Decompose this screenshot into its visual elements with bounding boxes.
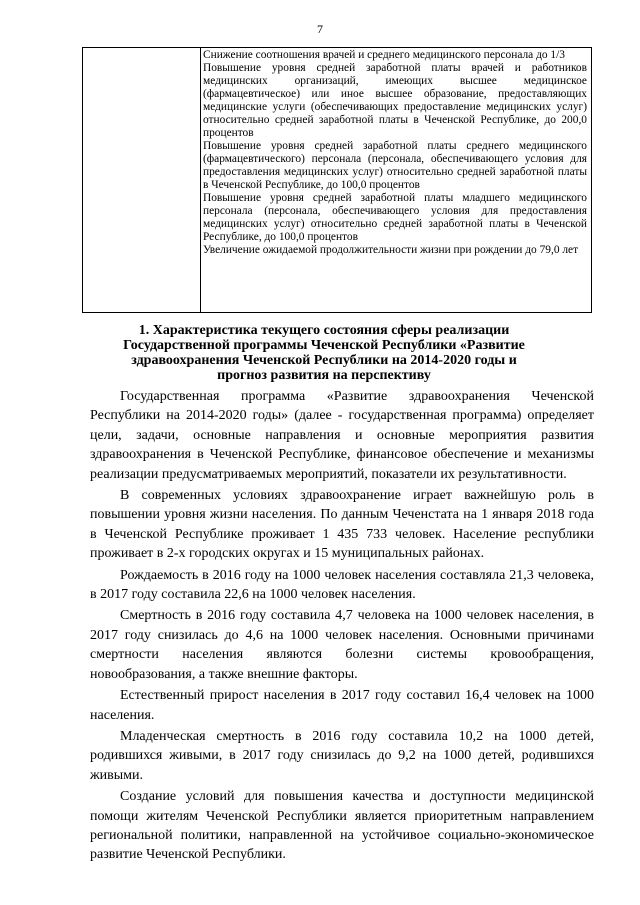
indicator-item: Повышение уровня средней заработной платы младшего медицинского персонала (персонала, обеспечивающего условия для предоставления медицинских услуг) относительно средней заработной платы в Чеченской Республике, до 100,0 процентов xyxy=(203,192,587,243)
body-paragraph: Создание условий для повышения качества и доступности медицинской помощи жителям Чеченской Республики является приоритетным направлением региональной политики, направленной на устойчивое социально-экономическое развитие Чеченской Республики. xyxy=(90,789,594,863)
indicator-item: Увеличение ожидаемой продолжительности жизни при рождении до 79,0 лет xyxy=(203,244,579,256)
body-paragraph: Смертность в 2016 году составила 4,7 человека на 1000 человек населения, в 2017 году снизилась до 4,6 на 1000 человек населения. Основными причинами смертности населения являются болезни системы кровообращения, новообразования, а также внешние факторы. xyxy=(90,608,594,682)
section-heading: 1. Характеристика текущего состояния сферы реализации Государственной программы Чеченской Республики «Развитие здравоохранения Чеченской Республики на 2014-2020 годы и прогноз развития на перспективу xyxy=(123,323,525,383)
indicator-item: Повышение уровня средней заработной платы среднего медицинского (фармацевтического) персонала (персонала, обеспечивающего условия для предоставления медицинских услуг) относительно средней заработной платы в Чеченской Республике, до 100,0 процентов xyxy=(203,140,587,191)
indicators-table-continuation xyxy=(82,47,592,313)
indicator-item: Повышение уровня средней заработной платы врачей и работников медицинских организаций, имеющих высшее медицинское (фармацевтическое) или иное высшее образование, предоставляющих медицинские услуги (обеспечивающих предоставление медицинских услуг) относительно средней заработной платы в Чеченской Республике, до 200,0 процентов xyxy=(203,62,587,139)
body-paragraph: Естественный прирост населения в 2017 году составил 16,4 человек на 1000 населения. xyxy=(90,688,594,723)
section-body xyxy=(90,387,594,867)
indicator-item: Снижение соотношения врачей и среднего медицинского персонала до 1/3 xyxy=(203,49,565,61)
table-right-column xyxy=(203,49,587,257)
body-paragraph: В современных условиях здравоохранение играет важнейшую роль в повышении уровня жизни населения. По данным Чеченстата на 1 января 2018 года в Чеченской Республике проживает 1 435 733 человек. Население республики проживает в 2-х городских округах и 15 муниципальных районах. xyxy=(90,488,594,562)
table-left-column-empty xyxy=(83,48,201,312)
body-paragraph: Младенческая смертность в 2016 году составила 10,2 на 1000 детей, родившихся живыми, в 2017 году снизилась до 9,2 на 1000 детей, родившихся живыми. xyxy=(90,728,594,783)
page-number: 7 xyxy=(317,22,323,36)
body-paragraph: Рождаемость в 2016 году на 1000 человек населения составляла 21,3 человека, в 2017 году составила 22,6 на 1000 человек населения. xyxy=(90,567,594,603)
body-paragraph: Государственная программа «Развитие здравоохранения Чеченской Республики на 2014-2020 годы» (далее - государственная программа) определяет цели, задачи, основные направления и основные мероприятия развития здравоохранения в Чеченской Республике, финансовое обеспечение и механизмы реализации предусматриваемых мероприятий, показатели их результативности. xyxy=(90,389,594,482)
